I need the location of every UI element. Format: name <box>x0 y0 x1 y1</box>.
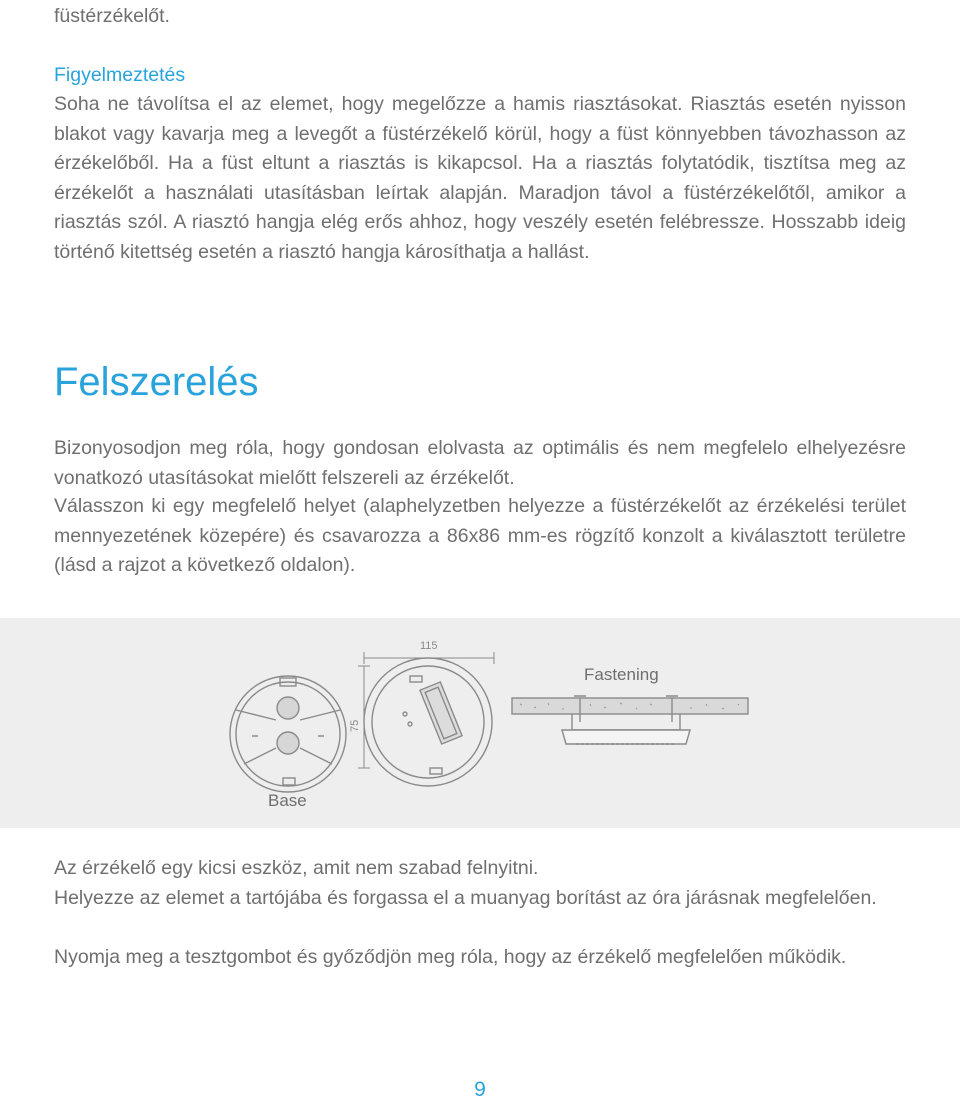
section-heading: Felszerelés <box>54 360 259 404</box>
detector-top-drawing <box>364 658 492 786</box>
mounting-diagram <box>0 618 960 828</box>
section-paragraph-1: Bizonyosodjon meg róla, hogy gondosan elolvasta az optimális és nem megfelelo elhelyezésre vonatkozó utasításokat mielőtt felszereli az érzékelőt. <box>54 437 906 489</box>
fastening-label: Fastening <box>584 665 659 684</box>
bottom-line-3: Nyomja meg a tesztgombot és győződjön meg róla, hogy az érzékelő megfelelően működik. <box>54 946 847 968</box>
page-number: 9 <box>474 1078 486 1101</box>
width-dimension-label: 115 <box>420 640 438 652</box>
height-dimension-label: 75 <box>349 719 361 732</box>
fastening-drawing <box>512 696 748 744</box>
bottom-line-1: Az érzékelő egy kicsi eszköz, amit nem szabad felnyitni. <box>54 857 539 879</box>
dimension-lines <box>358 652 494 768</box>
mounting-diagram-svg <box>0 618 960 828</box>
bottom-line-2: Helyezze az elemet a tartójába és forgassa el a muanyag borítást az óra járásnak megfelelően. <box>54 887 877 909</box>
warning-text: Soha ne távolítsa el az elemet, hogy megelőzze a hamis riasztásokat. Riasztás esetén nyisson blakot vagy kavarja meg a levegőt a füstérzékelő körül, hogy a füst könnyebben távozhasson az érzékelőből. Ha a füst eltunt a riasztás is kikapcsol. Ha a riasztás folytatódik, tisztítsa meg az érzékelőt a használati utasításban leírtak alapján. Maradjon távol a füstérzékelőtől, amikor a riasztás szól. A riasztó hangja elég erős ahhoz, hogy veszély esetén felébressze. Hosszabb ideig történő kitettség esetén a riasztó hangja károsíthatja a hallást. <box>54 93 906 263</box>
warning-title: Figyelmeztetés <box>54 64 186 86</box>
base-plate-drawing <box>230 676 346 792</box>
section-paragraph-2: Válasszon ki egy megfelelő helyet (alaphelyzetben helyezze a füstérzékelőt az érzékelési terület mennyezetének közepére) és csavarozza a 86x86 mm-es rögzítő konzolt a kiválasztott területre (lásd a rajzot a következő oldalon). <box>54 495 906 576</box>
top-fragment-text: füstérzékelőt. <box>54 5 170 27</box>
base-label: Base <box>268 791 307 810</box>
